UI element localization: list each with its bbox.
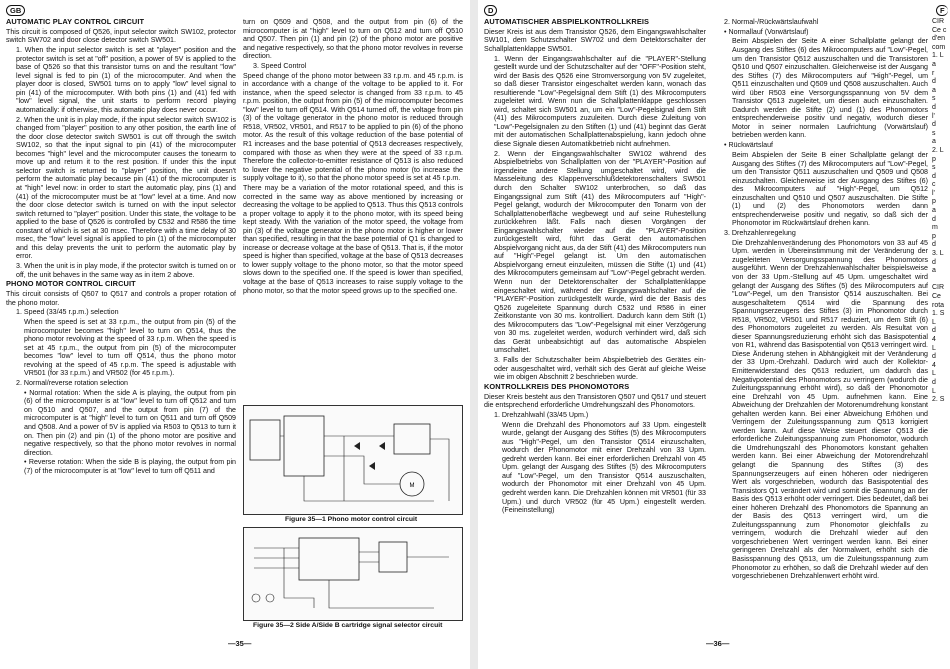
next-page-edge bbox=[932, 18, 950, 405]
paragraph: Beim Abspielen der Seite B einer Schallplatte gelangt der Ausgang des Stiftes (7) des Mikrocomputers auf "Low"-Pegel, um den Transistor Q511 auszuschalten und Q509 und Q508 einzuschalten. Gleicherweise ist der Ausgang des Stiftes (6) des Mikrocomputers auf "High"-Pegel, um Q512 einzuschalten und Q510 und Q507 auszuschalten. Die Stifte (1) und (2) des Phonomotors werden dann entsprechenderweise positiv und negativ, so daß sich der Phonomotor im Rückwärtslauf drehen kann. bbox=[732, 150, 928, 228]
paragraph: 1. When the input selector switch is set at "player" position and the protector switch is set at "off" position, a power of 5V is applied to the base of Q526 so that this transistor turns on and the resultant "low" level signal is fed to pin (1) of the microcomputer. And when the player door is closed, SW501 turns on to apply "low" level signal to pin (41) of the microcomputer. With both pins (1) and (41) fed with "low" level signal, the unit starts to perform record playing automatically: if otherwise, this automatic play does never occur. bbox=[16, 46, 236, 114]
edge-line: d bbox=[932, 353, 936, 361]
edge-line: a bbox=[932, 207, 936, 215]
edge-line: d bbox=[932, 378, 936, 386]
edge-line: d bbox=[932, 78, 936, 86]
paragraph: • Rückwärtslauf bbox=[724, 141, 774, 150]
edge-line: 2. L bbox=[932, 146, 944, 154]
edge-line: m bbox=[932, 224, 938, 232]
edge-line: L bbox=[932, 387, 936, 395]
edge-line: CIR bbox=[932, 18, 945, 25]
edge-line: L bbox=[932, 344, 936, 352]
edge-line: a bbox=[932, 267, 936, 275]
edge-line: a bbox=[932, 60, 936, 68]
edge-line: 1. S bbox=[932, 310, 945, 318]
edge-line: s bbox=[932, 95, 936, 103]
right-column-1 bbox=[484, 18, 706, 516]
edge-line bbox=[932, 276, 950, 285]
edge-line: com bbox=[932, 43, 946, 51]
paragraph: • Normal rotation: When the side A is playing, the output from pin (6) of the microcomputer is at "low" level to turn off Q512 and turn on Q510 and Q507, and the output from pin (7) of the microcomputer is at "high" level to turn on Q511 and turn off Q509 and Q508. And a power of 5V is applied via R503 to Q513 to turn it on. Then pin (2) and pin (1) of the phono motor are positive and negative respectively, so that the phono motor revolves in normal direction. bbox=[24, 388, 236, 457]
edge-line: p bbox=[932, 232, 936, 240]
paragraph: Dieser Kreis besteht aus den Transistoren Q507 und Q517 und steuert die entsprechend erforderliche Umdrehungszahl des Phonomotors. bbox=[484, 392, 707, 410]
section-heading: AUTOMATISCHER ABSPIELKONTROLLKREIS bbox=[484, 17, 650, 26]
edge-line: d bbox=[932, 258, 936, 266]
page-number-right: —36— bbox=[706, 639, 730, 648]
paragraph: Wenn die Drehzahl des Phonomotors auf 33 Upm. eingestellt wurde, gelangt der Ausgang des Stiftes (5) des Mikrocomputers aus "High"-Pegel, um den Transistor Q514 einzuschalten, wodurch der Phonomotor mit einer Drehzahl von 33 Upm. gedreht werden kann. Bei einer erforderlichen Drehzahl von 45 Upm. gelangt der Ausgang des Stiftes (5) des Mikrocomputers auf "Low"-Pegel, um den Transistor Q514 auszuschalten, wodurch der Phonomotor mit einer Drehzahl von 45 Upm. gedreht werden kann. Die Drehzahlen können mit VR501 (für 33 Upm.) und durch VR502 (für 45 Upm.) eingestellt werden. (Feineinstellung) bbox=[502, 420, 706, 515]
section-heading: AUTOMATIC PLAY CONTROL CIRCUIT bbox=[6, 17, 145, 26]
edge-line: d bbox=[932, 215, 936, 223]
paragraph: Beim Abspielen der Seite A einer Schallplatte gelangt der Ausgang des Stiftes (6) des Mikrocomputers auf "Low"-Pegel, um den Transistor Q512 auszuschalten und die Transistoren Q510 und Q507 einzuschalten. Gleicherweise ist der Ausgang des Stiftes (7) des Mikrocomputers auf "High"-Pegel, um Q511 einzuschalten und Q509 und Q508 auszuschalten. Auch wird über R503 eine Versorgungsspannung von 5V dem Transistor Q513 zugeleitet, um diesen auch einzuschalten. Dadurch werden die Stifte (2) und (1) des Phonomotors entsprechenderweise positiv und negativ, wodurch dieser Motor in seiner normalen Laufrichtung (Vorwärtslauf) betrieben werden kann. bbox=[732, 37, 928, 140]
paragraph: 2. Normal-/Rückwärtslaufwahl bbox=[724, 18, 819, 26]
paragraph: turn on Q509 and Q508, and the output from pin (6) of the microcomputer is at "high" level to turn on Q512 and turn off Q510 and Q507. Then pin (1) and pin (2) of the phono motor are positive and negative respectively, so that the phono motor revolves in reverse direction. bbox=[243, 18, 463, 61]
edge-line: Ce c bbox=[932, 26, 947, 34]
edge-line: 1. L bbox=[932, 52, 944, 60]
phono-motor-schematic bbox=[243, 405, 463, 515]
edge-line: L bbox=[932, 370, 936, 378]
language-tag-d: D bbox=[484, 5, 497, 16]
edge-line: d bbox=[932, 103, 936, 111]
paragraph: 2. Normal/reverse rotation selection bbox=[16, 379, 128, 388]
figure-35-2-caption: Figure 35—2 Side A/Side B cartridge signal selector circuit bbox=[253, 622, 443, 629]
paragraph: 2. When the unit is in play mode, if the input selector switch SW102 is changed from "player" position to any other position, the earth line of the door close detector switch SW501 is cut off through the switch SW102, so that the input signal to pin (41) of the microcomputer becomes "high" level and the microcomputer causes the tonearm to move up and return it to the rest position. If under this the input selector switch is returned to "player" position, the unit doesn't perform the automatic play because pin (41) of the microcomputer is at "high" level now: in order to start the automatic play, pins (1) and (41) of the microcomputer must be at "low" level at a time. And now the door close detector switch is turned on with the input selector switch returned to "player" position. Under this state, the voltage to be applied to the base of Q526 is controlled by C532 and R586 the time constant of which is set at 30 msec. Therefore with a time delay of 30 msec, the "low" level signal is applied to pin (1) of the microcomputer and this delay prevents the unit to perform the automatic play by error. bbox=[16, 115, 236, 261]
page-left bbox=[0, 0, 470, 669]
edge-line: CIR bbox=[932, 284, 945, 292]
paragraph: • Reverse rotation: When the side B is playing, the output from pin (7) of the microcomputer is at "low" level to turn off Q511 and bbox=[24, 458, 236, 475]
edge-line: l' bbox=[932, 112, 935, 120]
paragraph: 3. Falls der Schutzschalter beim Abspielbetrieb des Gerätes ein- oder ausgeschaltet wird, verhält sich des Gerät auf gleiche Weise wie im obigen Abschnitt 2 beschrieben wurde. bbox=[494, 356, 706, 382]
paragraph: This circuit consists of Q507 to Q517 and controls a proper rotation of the phono motor. bbox=[6, 290, 236, 307]
edge-line: Ce bbox=[932, 293, 941, 300]
paragraph: There may be a variation of the motor rotational speed, and this is corrected in the same way as above mentioned by increasing or decreasing the voltage to be applied to Q513. Thus this Q513 controls a proper voltage to apply it to the phono motor, with its speed being kept steady. With the variation of the motor speed, the voltage from pin (3) of the voltage generator in the phono motor is higher or lower than specified, resulting in that the base potential of Q1 is changed to increase or decrease voltage at the base of Q513. That is, if the motor speed is higher than specified, voltage at the base of Q513 decreases to lower supply voltage to the phono motor, so that the motor speed slows down to the specified one. If the speed is lower than specified, voltage at the base of Q513 increases to raise supply voltage to the phono motor, so that the motor speed grows up to the specified one. bbox=[243, 183, 463, 295]
paragraph: 1. Speed (33/45 r.p.m.) selection bbox=[16, 308, 119, 317]
paragraph: This circuit is composed of Q526, input selector switch SW102, protector switch SW702 and door close detector switch SW501. bbox=[6, 27, 236, 45]
edge-line: a bbox=[932, 138, 936, 146]
book-gutter bbox=[470, 0, 478, 669]
edge-line: s bbox=[932, 164, 936, 172]
paragraph: Die Drehzahlenveränderung des Phonomotors von 33 auf 45 Upm. werden in Übereinstimmung mit der Veränderung der zugeleiteten Versorgungsspannung des Phonomotors ausgeführt. Wenn der Drehzahlenwahlschalter beispielsweise von der 33 Upm.-Stellung auf 45 Upm. umgeschaltet wird gelangt der Ausgang des Stiftes (5) des Mikrocomputers auf "Low"-Pegel, um den Transistor Q514 auszuschalten. Bei ausgeschaltetem Q514 wird die Spannung des Spannungserzeugers des Stiftes (3) im Phonomotor durch R518, VR502, VR501 und R517 reduziert, um dem Stift (6) des Phonomotors zugeleitet zu werden. Als Resultat von dieser Spannungsreduzierung erhöht sich das Basispotential von R1, während das Basispotential von Q513 verringert wird. Diese Änderung stehen in Abhängigkeit mit der Veränderung der 33 Upm.-Drehzahl. Dadurch wird auch der Kollektor-Emitterwiderstand des Q513 reduziert, um dadurch das Negativpotential des Phonomotors zu verringern (wodurch die Zuleitungsspannung erhöht wird), so daß der Phonomotor eine Drehzahl von 45 Upm. aufnehmen kann. Eine Abweichung der Drehzahlen der Motorenumdrehung konstant gehalten werden kann. Bei einer Abweichung Erhöhen und Verringern der Zuleitungsspannung zum Q513 korrigiert werden kann. Auf diese Weise steuert dieser Q513 die erforderliche Zuleitungsspannung zum Phonomotor, wodurch die Umdrehungszahl des Phonomotors konstant gehalten werden kann. Bei einer Abweichung der Motorendrehzahl gelangt die Spannung des Stiftes (3) des Spannungserzeugers auf einen höheren oder niedrigeren Wert als vorgeschrieben, wodurch das Basispotential des Transistors Q1 verändert wird und somit die Spannung an der Basis des Q513 erhöht oder verringert. Dies bedeutet, daß bei einer höheren Drehzahl des Phonomotors die Spannung an der Basis des Q513 verringert wird, um die Zuleitungsspannung zum Phonomotor gleichfalls zu verringern, wodurch die Drehzahl wieder auf den vorgeschriebenen Wert verringert werden kann. Bei einer geringeren Drehzahl als der Normalwert, erhöht sich die Basisspannung des Q513, um die Zuleitungsspannung zum Phonomotor zu erhöhen, so daß die Drehzahl wieder auf den vorgeschriebenen Drehzahlenwert erhöht wird. bbox=[732, 238, 928, 581]
left-column-2 bbox=[243, 18, 463, 296]
paragraph: 3. When the unit is in play mode, if the protector switch is turned on or off, the unit behaves in the same way as in item 2 above. bbox=[16, 262, 236, 279]
page-number-left: —35— bbox=[228, 639, 252, 648]
edge-line: 4 bbox=[932, 335, 936, 343]
paragraph: 1. Drehzahlwahl (33/45 Upm.) bbox=[494, 410, 589, 419]
edge-line: d bbox=[932, 172, 936, 180]
right-column-2 bbox=[714, 18, 928, 582]
paragraph: 1. Wenn der Eingangswahlschalter auf die "PLAYER"-Stellung gestellt wurde und der Schutzschalter auf der "OFF"-Position steht, wird der Basis des Q526 eine Stromversorgung von 5V zugeleitet, so daß dieser Transistor eingeschaltet werden kann, wonach das resultierende "Low"-Pegelsignal dem Stift (1) des Mikrocomputers zugeleitet wird. Wenn nun die Schallplattenklappe geschlossen wird, schaltet sich SW501 an, um ein "Low"-Pegelsignal dem Stift (41) des Mikrocomputers zuzuleiten. Durch diese Zuleitung von "Low"-Pegelsignalen zu den Stiften (1) und (41) beginnt das Gerät mit der automatischen Schallplattenabspielung, kann jedoch ohne diese Signale diesen Automatikbetrieb nicht aufnehmen. bbox=[494, 54, 706, 149]
edge-line: d bbox=[932, 327, 936, 335]
edge-line: p bbox=[932, 155, 936, 163]
edge-line: s bbox=[932, 129, 936, 137]
edge-line: rota bbox=[932, 301, 945, 309]
paragraph: 2. Wenn der Eingangswahlschalter SW102 während des Abspielbetriebs von Schallplatten von der "PLAYER"-Position auf irgendeine andere Stellung umgeschaltet wird, wird die Masseleitung des Klappenverschlußdetektorenschalters SW501 durch den Schalter SW102 unterbrochen, so daß das Eingangssignal zum Stift (41) des Mikrocomputers auf "High"-Pegel gelangt, wodurch der Mikrocomputer den Tonarm von der Schallplattenoberfläche wegbewegt und auf seine Ruhestellung zurückkehren läßt. Falls nach diesen Vorgängen der Eingangswahlschalter wieder auf die "PLAYER"-Position zurückgestellt wird, führt das Gerät den automatischen Abspielvorgang nicht aus, da der Stift (41) des Mikrocomputers nun auf "High"-Pegel gelangt ist. Um den automatischen Abspielvorgang erneut einzuleiten, müssen die Stifte (1) und (41) des Mikrocomputers gemeinsam auf "Low"-Pegel gebracht werden. Wenn nun der Detektorenschalter der Schallplattenklappe eingeschaltet wird, während der Eingangswahlschalter auf die "PLAYER"-Position zurückgestellt wurde, wird die der Basis des Q526 zugeleitete Spannung durch C532 und R586 in einer Zeitkonstante von 30 ms. kontrolliert. Dadurch kann dem Stift (1) des Mikrocomputers das "Low"-Pegelsignal mit einer Verzögerung von 30 ms. zugeleitet werden, wodurch verhindert wird, daß sich das Gerät unbeabsichtigt auf das automatische Abspielen umschaltet. bbox=[494, 149, 706, 355]
edge-line: c bbox=[932, 181, 936, 189]
cartridge-selector-schematic bbox=[243, 527, 463, 621]
edge-line: d bbox=[932, 121, 936, 129]
language-tag-f: F bbox=[936, 5, 948, 16]
edge-line: 2. S bbox=[932, 396, 945, 404]
edge-line: l' bbox=[932, 189, 935, 197]
edge-line: a bbox=[932, 86, 936, 94]
left-column-1 bbox=[6, 18, 236, 477]
edge-line: d'en bbox=[932, 35, 946, 43]
edge-line: L bbox=[932, 318, 936, 326]
paragraph: When the speed is set at 33 r.p.m., the output from pin (5) of the microcomputer becomes "high" level to turn on Q514, thus the phono motor revolving at the speed of 33 r.p.m. When the speed is set at 45 r.p.m., the output from pin (5) of the microcomputer becomes "low" level to turn off Q514, thus the phono motor revolving at the speed of 45 r.p.m. The speed is adjustable with VR501 (for 33 r.p.m.) and VR502 (for 45 r.p.m.). bbox=[24, 318, 236, 378]
paragraph: 3. Speed Control bbox=[253, 61, 307, 70]
section-heading: PHONO MOTOR CONTROL CIRCUIT bbox=[6, 279, 136, 289]
section-heading: KONTROLLKREIS DES PHONOMOTORS bbox=[484, 381, 630, 391]
svg-text:M: M bbox=[409, 483, 415, 489]
edge-line: 3. L bbox=[932, 250, 944, 258]
edge-line: d bbox=[932, 241, 936, 249]
paragraph: Speed change of the phono motor between 33 r.p.m. and 45 r.p.m. is in accordance with a change of the voltage to be applied to it. For instance, when the speed selector is changed from 33 r.p.m. to 45 r.p.m. position, the output from pin (5) of the microcomputer becomes "low" level to turn off Q514. With Q514 turned off, the voltage from pin (3) of the voltage generator in the phono motor is reduced through R518, VR502, VR501, and R517 to be applied to pin (6) of the phono motor. As the result of this voltage reduction of the base potential of R1 increases and the base potential of Q513 decreases respectively, compared with those as when they were at the speed of 33 r.p.m. Therefore the collector-to-emitter resistance of Q513 is also reduced to lower the negative potential of the phono motor (to increase the supply voltage to it), so that the phono motor speed is set at 45 r.p.m. bbox=[243, 71, 463, 183]
paragraph: Dieser Kreis ist aus dem Transistor Q526, dem Eingangswahlschalter SW101, dem Schutzschalter SW702 und dem Detektorschalter der Schallplattenklappe SW501. bbox=[484, 27, 706, 53]
edge-line: 4 bbox=[932, 361, 936, 369]
paragraph: 3. Drehzahlenregelung bbox=[724, 229, 796, 238]
edge-line: p bbox=[932, 198, 936, 206]
language-tag-gb: GB bbox=[6, 5, 25, 16]
edge-line: r bbox=[932, 69, 935, 77]
paragraph: • Normallauf (Vorwärtslauf) bbox=[724, 27, 809, 36]
page-right bbox=[478, 0, 950, 669]
figure-35-1-caption: Figure 35—1 Phono motor control circuit bbox=[285, 516, 418, 523]
